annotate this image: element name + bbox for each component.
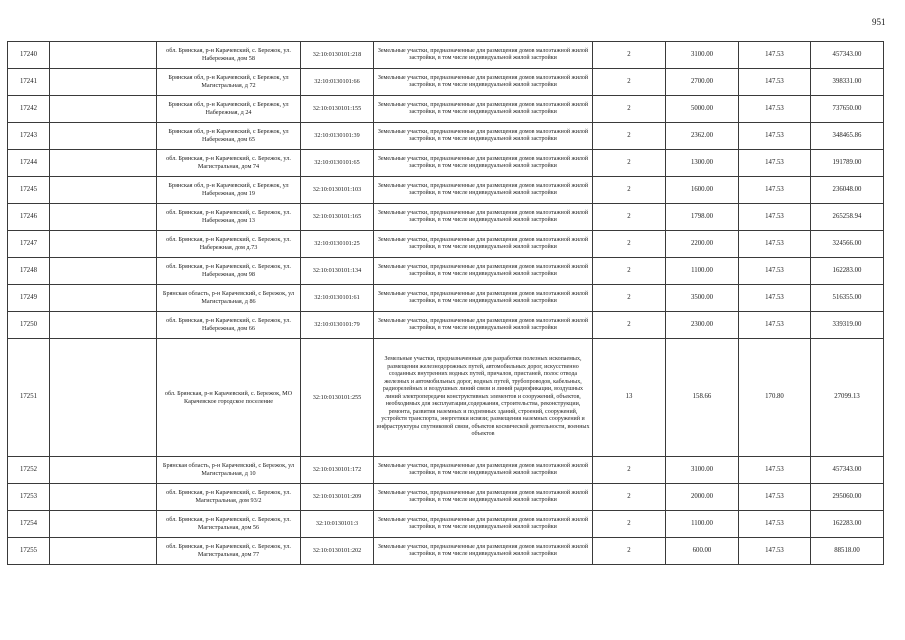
record-number-cell: 17248 <box>8 258 50 285</box>
record-number-cell: 17240 <box>8 42 50 69</box>
empty-cell <box>50 258 157 285</box>
land-use-cell: Земельные участки, предназначенные для размещения домов малоэтажной жилой застройки, в том числе индивидуальной жилой застройки <box>374 69 593 96</box>
cadastral-number-cell: 32:10:0130101:65 <box>301 150 374 177</box>
category-code-cell: 13 <box>593 339 666 457</box>
address-cell: обл. Брянская, р-н Карачевский, с. Бережок, ул. Набережная, дом 66 <box>157 312 301 339</box>
land-use-cell: Земельные участки, предназначенные для размещения домов малоэтажной жилой застройки, в том числе индивидуальной жилой застройки <box>374 258 593 285</box>
land-use-cell: Земельные участки, предназначенные для размещения домов малоэтажной жилой застройки, в том числе индивидуальной жилой застройки <box>374 285 593 312</box>
table-row <box>8 538 884 565</box>
category-code-cell: 2 <box>593 457 666 484</box>
cadastral-number-cell: 32:10:0130101:39 <box>301 123 374 150</box>
category-code-cell: 2 <box>593 42 666 69</box>
category-code-cell: 2 <box>593 96 666 123</box>
cadastral-number-cell: 32:10:0130101:66 <box>301 69 374 96</box>
category-code-cell: 2 <box>593 150 666 177</box>
specific-value-cell: 147.53 <box>739 123 811 150</box>
area-cell: 2700.00 <box>666 69 739 96</box>
area-cell: 1100.00 <box>666 511 739 538</box>
cadastral-value-cell: 516355.00 <box>811 285 884 312</box>
cadastral-number-cell: 32:10:0130101:172 <box>301 457 374 484</box>
category-code-cell: 2 <box>593 231 666 258</box>
specific-value-cell: 147.53 <box>739 538 811 565</box>
specific-value-cell: 147.53 <box>739 457 811 484</box>
land-use-cell: Земельные участки, предназначенные для размещения домов малоэтажной жилой застройки, в том числе индивидуальной жилой застройки <box>374 96 593 123</box>
area-cell: 2000.00 <box>666 484 739 511</box>
cadastral-number-cell: 32:10:0130101:103 <box>301 177 374 204</box>
cadastral-number-cell: 32:10:0130101:255 <box>301 339 374 457</box>
record-number-cell: 17247 <box>8 231 50 258</box>
land-use-cell: Земельные участки, предназначенные для размещения домов малоэтажной жилой застройки, в том числе индивидуальной жилой застройки <box>374 484 593 511</box>
specific-value-cell: 147.53 <box>739 42 811 69</box>
table-row <box>8 484 884 511</box>
specific-value-cell: 147.53 <box>739 484 811 511</box>
page-number: 951 <box>872 17 886 27</box>
cadastral-value-cell: 457343.00 <box>811 457 884 484</box>
cadastral-value-cell: 236048.00 <box>811 177 884 204</box>
address-cell: Брянская обл, р-н Карачевский, с Бережок, ул Магистральная, д 72 <box>157 69 301 96</box>
cadastral-value-cell: 348465.86 <box>811 123 884 150</box>
cadastral-value-cell: 398331.00 <box>811 69 884 96</box>
land-use-cell: Земельные участки, предназначенные для размещения домов малоэтажной жилой застройки, в том числе индивидуальной жилой застройки <box>374 177 593 204</box>
category-code-cell: 2 <box>593 204 666 231</box>
table-row <box>8 231 884 258</box>
cadastral-number-cell: 32:10:0130101:209 <box>301 484 374 511</box>
table-row <box>8 150 884 177</box>
area-cell: 158.66 <box>666 339 739 457</box>
record-number-cell: 17249 <box>8 285 50 312</box>
record-number-cell: 17253 <box>8 484 50 511</box>
specific-value-cell: 147.53 <box>739 69 811 96</box>
table-row <box>8 123 884 150</box>
empty-cell <box>50 484 157 511</box>
land-use-cell: Земельные участки, предназначенные для размещения домов малоэтажной жилой застройки, в том числе индивидуальной жилой застройки <box>374 42 593 69</box>
empty-cell <box>50 339 157 457</box>
cadastral-value-cell: 162283.00 <box>811 511 884 538</box>
address-cell: Брянская обл, р-н Карачевский, с Бережок, ул Набережная, д 24 <box>157 96 301 123</box>
land-use-cell: Земельные участки, предназначенные для размещения домов малоэтажной жилой застройки, в том числе индивидуальной жилой застройки <box>374 457 593 484</box>
table-row <box>8 69 884 96</box>
cadastral-number-cell: 32:10:0130101:79 <box>301 312 374 339</box>
area-cell: 5000.00 <box>666 96 739 123</box>
table-row <box>8 339 884 457</box>
record-number-cell: 17243 <box>8 123 50 150</box>
empty-cell <box>50 312 157 339</box>
area-cell: 2200.00 <box>666 231 739 258</box>
area-cell: 3100.00 <box>666 457 739 484</box>
category-code-cell: 2 <box>593 484 666 511</box>
cadastral-number-cell: 32:10:0130101:3 <box>301 511 374 538</box>
address-cell: обл. Брянская, р-н Карачевский, с. Бережок, МО Карачевское городское поселение <box>157 339 301 457</box>
record-number-cell: 17246 <box>8 204 50 231</box>
cadastral-value-cell: 457343.00 <box>811 42 884 69</box>
record-number-cell: 17252 <box>8 457 50 484</box>
cadastral-value-table <box>7 41 884 565</box>
specific-value-cell: 147.53 <box>739 150 811 177</box>
address-cell: обл. Брянская, р-н Карачевский, с. Бережок, ул. Набережная, дом 13 <box>157 204 301 231</box>
category-code-cell: 2 <box>593 177 666 204</box>
address-cell: Брянская обл, р-н Карачевский, с Бережок, ул Набережная, дом 19 <box>157 177 301 204</box>
area-cell: 2362.00 <box>666 123 739 150</box>
address-cell: обл. Брянская, р-н Карачевский, с. Бережок, ул. Набережная, дом 98 <box>157 258 301 285</box>
table-row <box>8 204 884 231</box>
cadastral-value-cell: 339319.00 <box>811 312 884 339</box>
category-code-cell: 2 <box>593 511 666 538</box>
area-cell: 600.00 <box>666 538 739 565</box>
record-number-cell: 17250 <box>8 312 50 339</box>
empty-cell <box>50 150 157 177</box>
record-number-cell: 17251 <box>8 339 50 457</box>
cadastral-value-cell: 737650.00 <box>811 96 884 123</box>
table-row <box>8 457 884 484</box>
cadastral-number-cell: 32:10:0130101:202 <box>301 538 374 565</box>
cadastral-value-cell: 191789.00 <box>811 150 884 177</box>
table-body <box>8 42 884 565</box>
table-row <box>8 285 884 312</box>
category-code-cell: 2 <box>593 312 666 339</box>
area-cell: 1100.00 <box>666 258 739 285</box>
empty-cell <box>50 457 157 484</box>
empty-cell <box>50 177 157 204</box>
category-code-cell: 2 <box>593 69 666 96</box>
cadastral-number-cell: 32:10:0130101:134 <box>301 258 374 285</box>
empty-cell <box>50 511 157 538</box>
specific-value-cell: 147.53 <box>739 312 811 339</box>
cadastral-number-cell: 32:10:0130101:25 <box>301 231 374 258</box>
cadastral-number-cell: 32:10:0130101:155 <box>301 96 374 123</box>
specific-value-cell: 147.53 <box>739 204 811 231</box>
table-row <box>8 258 884 285</box>
land-use-cell: Земельные участки, предназначенные для размещения домов малоэтажной жилой застройки, в том числе индивидуальной жилой застройки <box>374 538 593 565</box>
record-number-cell: 17254 <box>8 511 50 538</box>
cadastral-number-cell: 32:10:0130101:61 <box>301 285 374 312</box>
category-code-cell: 2 <box>593 123 666 150</box>
cadastral-value-cell: 88518.00 <box>811 538 884 565</box>
land-use-cell: Земельные участки, предназначенные для разработки полезных ископаемых, размещения железнодорожных путей, автомобильных дорог, искусственно созданных внутренних водных путей, причалов, пристаней, полос отвода железных и автомобильных дорог, водных путей, трубопроводов, кабельных, радиорелейных и воздушных линий связи и линий радиофикации, воздушных линий электропередачи конструктивных элементов и сооружений, объектов, необходимых для эксплуатации,содержания, строительства, реконструкции, ремонта, развития наземных и подземных зданий, строений, сооружений, устройств транспорта, энергетики исвязи; размещения наземных сооружений и инфраструктуры спутниковой связи, объектов космической деятельности, военных объектов <box>374 339 593 457</box>
record-number-cell: 17241 <box>8 69 50 96</box>
empty-cell <box>50 42 157 69</box>
address-cell: обл. Брянская, р-н Карачевский, с. Бережок, ул. Магистральная, дом 77 <box>157 538 301 565</box>
address-cell: обл. Брянская, р-н Карачевский, с. Бережок, ул. Набережная, дом 58 <box>157 42 301 69</box>
area-cell: 2300.00 <box>666 312 739 339</box>
area-cell: 3100.00 <box>666 42 739 69</box>
table-row <box>8 177 884 204</box>
record-number-cell: 17244 <box>8 150 50 177</box>
specific-value-cell: 147.53 <box>739 96 811 123</box>
area-cell: 1798.00 <box>666 204 739 231</box>
cadastral-number-cell: 32:10:0130101:218 <box>301 42 374 69</box>
table-row <box>8 42 884 69</box>
cadastral-number-cell: 32:10:0130101:165 <box>301 204 374 231</box>
empty-cell <box>50 285 157 312</box>
empty-cell <box>50 538 157 565</box>
specific-value-cell: 170.80 <box>739 339 811 457</box>
specific-value-cell: 147.53 <box>739 511 811 538</box>
table-row <box>8 511 884 538</box>
category-code-cell: 2 <box>593 258 666 285</box>
area-cell: 1600.00 <box>666 177 739 204</box>
empty-cell <box>50 231 157 258</box>
specific-value-cell: 147.53 <box>739 258 811 285</box>
cadastral-value-cell: 324566.00 <box>811 231 884 258</box>
table-row <box>8 312 884 339</box>
record-number-cell: 17255 <box>8 538 50 565</box>
empty-cell <box>50 96 157 123</box>
land-use-cell: Земельные участки, предназначенные для размещения домов малоэтажной жилой застройки, в том числе индивидуальной жилой застройки <box>374 312 593 339</box>
area-cell: 3500.00 <box>666 285 739 312</box>
land-use-cell: Земельные участки, предназначенные для размещения домов малоэтажной жилой застройки, в том числе индивидуальной жилой застройки <box>374 204 593 231</box>
empty-cell <box>50 69 157 96</box>
land-use-cell: Земельные участки, предназначенные для размещения домов малоэтажной жилой застройки, в том числе индивидуальной жилой застройки <box>374 511 593 538</box>
area-cell: 1300.00 <box>666 150 739 177</box>
cadastral-value-cell: 162283.00 <box>811 258 884 285</box>
category-code-cell: 2 <box>593 538 666 565</box>
land-use-cell: Земельные участки, предназначенные для размещения домов малоэтажной жилой застройки, в том числе индивидуальной жилой застройки <box>374 150 593 177</box>
record-number-cell: 17245 <box>8 177 50 204</box>
address-cell: Брянская обл, р-н Карачевский, с Бережок, ул Набережная, дом 65 <box>157 123 301 150</box>
record-number-cell: 17242 <box>8 96 50 123</box>
land-use-cell: Земельные участки, предназначенные для размещения домов малоэтажной жилой застройки, в том числе индивидуальной жилой застройки <box>374 123 593 150</box>
cadastral-value-cell: 295060.00 <box>811 484 884 511</box>
specific-value-cell: 147.53 <box>739 285 811 312</box>
address-cell: обл. Брянская, р-н Карачевский, с. Бережок, ул. Магистральная, дом 74 <box>157 150 301 177</box>
cadastral-value-cell: 265258.94 <box>811 204 884 231</box>
category-code-cell: 2 <box>593 285 666 312</box>
cadastral-value-cell: 27099.13 <box>811 339 884 457</box>
empty-cell <box>50 204 157 231</box>
address-cell: обл. Брянская, р-н Карачевский, с. Бережок, ул. Магистральная, дом 56 <box>157 511 301 538</box>
specific-value-cell: 147.53 <box>739 177 811 204</box>
specific-value-cell: 147.53 <box>739 231 811 258</box>
address-cell: обл. Брянская, р-н Карачевский, с. Бережок, ул. Набережная, дом д.73 <box>157 231 301 258</box>
table-row <box>8 96 884 123</box>
land-use-cell: Земельные участки, предназначенные для размещения домов малоэтажной жилой застройки, в том числе индивидуальной жилой застройки <box>374 231 593 258</box>
address-cell: Брянская область, р-н Карачевский, с Бережок, ул Магистральная, д 86 <box>157 285 301 312</box>
address-cell: Брянская область, р-н Карачевский, с Бережок, ул Магистральная, д 10 <box>157 457 301 484</box>
empty-cell <box>50 123 157 150</box>
address-cell: обл. Брянская, р-н Карачевский, с. Бережок, ул. Магистральная, дом 93/2 <box>157 484 301 511</box>
